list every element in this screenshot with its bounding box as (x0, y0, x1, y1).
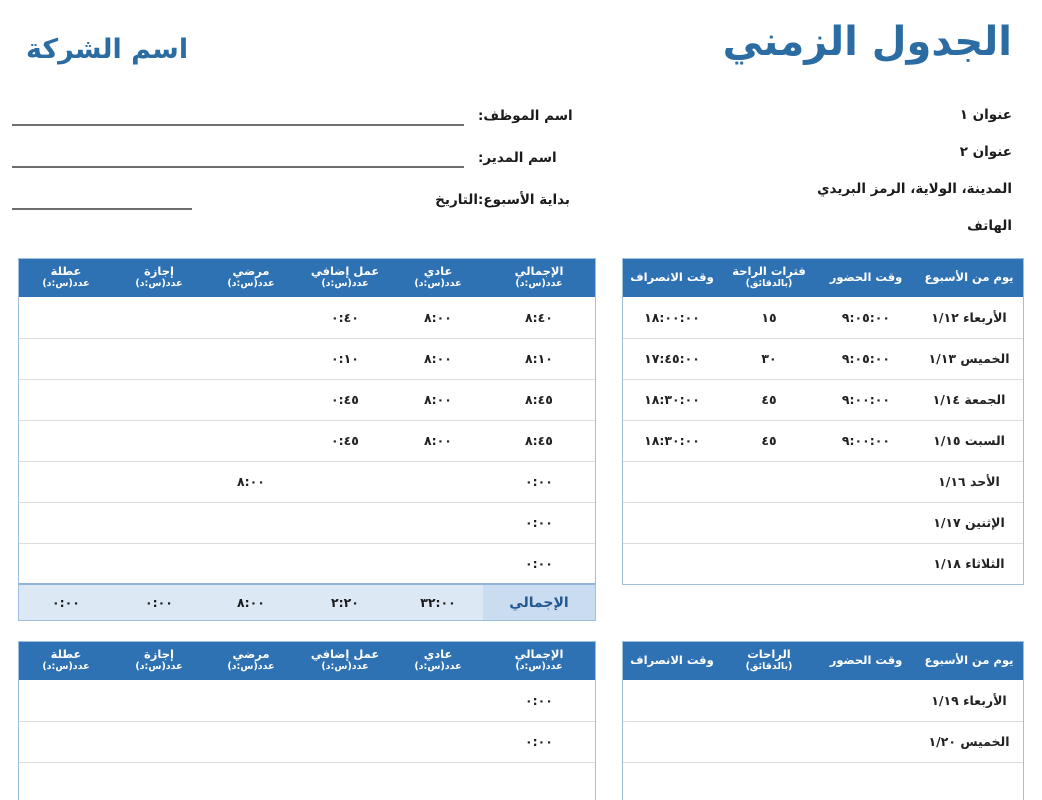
cell-regular[interactable]: ٨:٠٠ (393, 379, 483, 420)
col-header-total-main: الإجمالي (514, 264, 564, 278)
cell-time-out[interactable]: ١٨:٣٠:٠٠ (623, 420, 721, 461)
week-2-time-body (623, 680, 1023, 800)
cell-vacation[interactable] (113, 420, 205, 461)
table-row[interactable] (19, 297, 595, 338)
col-header-total (483, 259, 595, 297)
cell-day: الخميس ١/١٣ (915, 338, 1023, 379)
cell-day: الأربعاء ١/١٢ (915, 297, 1023, 338)
table-row[interactable] (623, 762, 1023, 800)
week-start-label: بداية الأسبوع: (478, 192, 571, 208)
cell-vacation[interactable] (113, 680, 205, 721)
employee-fields (0, 106, 600, 232)
col-header-vacation (113, 642, 205, 680)
cell-time-in[interactable] (817, 461, 915, 502)
cell-breaks[interactable]: ١٥ (721, 297, 817, 338)
cell-holiday[interactable] (19, 297, 113, 338)
col-header-total-sub: عدد(س:د) (515, 278, 563, 290)
col-header-vacation-sub: عدد(س:د) (135, 661, 183, 673)
col-header-sick-sub: عدد(س:د) (227, 661, 275, 673)
cell-overtime[interactable] (297, 721, 393, 762)
cell-vacation[interactable] (113, 721, 205, 762)
cell-vacation[interactable] (113, 338, 205, 379)
cell-regular[interactable]: ٨:٠٠ (393, 420, 483, 461)
cell-time-in[interactable] (817, 543, 915, 584)
cell-total: ٠:٠٠ (483, 721, 595, 762)
table-row[interactable] (623, 543, 1023, 584)
cell-breaks[interactable]: ٣٠ (721, 338, 817, 379)
table-row[interactable] (19, 680, 595, 721)
col-header-breaks-main: فترات الراحة (732, 264, 806, 278)
cell-vacation[interactable] (113, 461, 205, 502)
grand-total-overtime: ٨:٠٠ (205, 584, 297, 620)
col-header-holiday (19, 642, 113, 680)
cell-time-out[interactable] (623, 721, 721, 762)
cell-sick[interactable] (205, 762, 297, 800)
week-1-hours-body (19, 297, 595, 620)
col-header-breaks (721, 259, 817, 297)
manager-name-label: اسم المدير: (478, 150, 557, 166)
table-row[interactable] (623, 379, 1023, 420)
cell-holiday[interactable] (19, 762, 113, 800)
cell-overtime[interactable] (297, 502, 393, 543)
col-header-day: يوم من الأسبوع (915, 259, 1023, 297)
cell-total: ٠:٠٠ (483, 461, 595, 502)
cell-day: الجمعة ١/١٤ (915, 379, 1023, 420)
table-row[interactable] (623, 420, 1023, 461)
cell-regular[interactable]: ٨:٠٠ (393, 338, 483, 379)
col-header-sick-main: مرضي (232, 264, 270, 278)
col-header-regular-main: عادي (423, 264, 453, 278)
table-row[interactable] (19, 502, 595, 543)
cell-day: الإثنين ١/١٧ (915, 502, 1023, 543)
cell-holiday[interactable] (19, 420, 113, 461)
col-header-vacation-main: إجازة (144, 647, 174, 662)
cell-overtime[interactable]: ٠:٤٥ (297, 379, 393, 420)
week-2-hours-body (19, 680, 595, 800)
col-header-total-main: الإجمالي (514, 647, 564, 662)
col-header-holiday-main: عطلة (50, 647, 82, 662)
cell-sick[interactable] (205, 297, 297, 338)
col-header-time-out: وقت الانصراف (623, 259, 721, 297)
cell-total: ٠:٠٠ (483, 502, 595, 543)
employee-name-input[interactable] (12, 106, 464, 126)
address-line-1[interactable]: عنوان ١ (959, 107, 1012, 123)
table-header-row (19, 642, 595, 680)
col-header-vacation-main: إجازة (144, 264, 174, 278)
cell-holiday[interactable] (19, 379, 113, 420)
cell-total: ٠:٠٠ (483, 680, 595, 721)
cell-overtime[interactable]: ٠:١٠ (297, 338, 393, 379)
cell-time-in[interactable] (817, 762, 915, 800)
col-header-breaks (721, 642, 817, 680)
week-start-input[interactable] (12, 190, 192, 210)
date-label: التاريخ (435, 192, 478, 208)
col-header-sick-main: مرضي (232, 647, 270, 662)
cell-time-out[interactable] (623, 461, 721, 502)
col-header-holiday-main: عطلة (50, 264, 82, 278)
page-header (0, 0, 1042, 258)
cell-total (483, 762, 595, 800)
address-line-4[interactable]: الهاتف (967, 217, 1012, 234)
col-header-overtime (297, 642, 393, 680)
cell-total: ٨:٤٥ (483, 420, 595, 461)
col-header-breaks-sub: (بالدقائق) (745, 661, 793, 673)
cell-day: الخميس ١/٢٠ (915, 721, 1023, 762)
cell-overtime[interactable] (297, 762, 393, 800)
week-1-section (0, 258, 1042, 621)
col-header-regular (393, 259, 483, 297)
col-header-sick-sub: عدد(س:د) (227, 278, 275, 290)
page-title: الجدول الزمني (722, 19, 1012, 65)
cell-sick[interactable] (205, 543, 297, 584)
cell-time-in[interactable]: ٩:٠٥:٠٠ (817, 338, 915, 379)
table-row[interactable] (19, 338, 595, 379)
cell-holiday[interactable] (19, 502, 113, 543)
cell-overtime[interactable]: ٠:٤٠ (297, 297, 393, 338)
table-row[interactable] (19, 379, 595, 420)
cell-day: الأحد ١/١٦ (915, 461, 1023, 502)
cell-holiday[interactable] (19, 338, 113, 379)
col-header-sick (205, 642, 297, 680)
cell-total: ٨:٤٥ (483, 379, 595, 420)
cell-regular[interactable] (393, 762, 483, 800)
grand-total-vacation: ٠:٠٠ (19, 584, 113, 620)
table-header-row (623, 642, 1023, 680)
cell-time-out[interactable]: ١٧:٤٥:٠٠ (623, 338, 721, 379)
cell-breaks[interactable] (721, 461, 817, 502)
cell-day: السبت ١/١٥ (915, 420, 1023, 461)
cell-breaks[interactable] (721, 543, 817, 584)
cell-total: ٨:١٠ (483, 338, 595, 379)
table-row[interactable] (623, 502, 1023, 543)
col-header-regular-sub: عدد(س:د) (414, 661, 462, 673)
cell-time-in[interactable]: ٩:٠٠:٠٠ (817, 379, 915, 420)
address-block (712, 108, 1012, 233)
grand-total-row (19, 584, 595, 620)
cell-breaks[interactable] (721, 502, 817, 543)
col-header-time-in: وقت الحضور (817, 259, 915, 297)
cell-sick[interactable]: ٨:٠٠ (205, 461, 297, 502)
cell-time-out[interactable] (623, 680, 721, 721)
col-header-overtime-sub: عدد(س:د) (321, 278, 369, 290)
cell-regular[interactable] (393, 680, 483, 721)
cell-breaks[interactable] (721, 762, 817, 800)
cell-time-in[interactable]: ٩:٠٥:٠٠ (817, 297, 915, 338)
cell-regular[interactable]: ٨:٠٠ (393, 297, 483, 338)
cell-time-out[interactable] (623, 762, 721, 800)
cell-total: ٨:٤٠ (483, 297, 595, 338)
col-header-breaks-sub: (بالدقائق) (745, 278, 793, 290)
table-row[interactable] (19, 420, 595, 461)
address-line-2[interactable]: عنوان ٢ (959, 143, 1012, 160)
cell-time-in[interactable] (817, 502, 915, 543)
col-header-holiday-sub: عدد(س:د) (42, 278, 90, 290)
col-header-regular-main: عادي (423, 647, 453, 662)
col-header-holiday-sub: عدد(س:د) (42, 661, 90, 673)
col-header-total-sub: عدد(س:د) (515, 661, 563, 673)
col-header-total (483, 642, 595, 680)
table-row[interactable] (623, 721, 1023, 762)
cell-regular[interactable] (393, 502, 483, 543)
manager-name-row (0, 148, 600, 190)
table-row[interactable] (19, 543, 595, 584)
col-header-breaks-main: الراحات (747, 647, 791, 662)
table-header-row (19, 259, 595, 297)
cell-holiday[interactable] (19, 680, 113, 721)
cell-day: الأربعاء ١/١٩ (915, 680, 1023, 721)
cell-breaks[interactable]: ٤٥ (721, 379, 817, 420)
col-header-vacation-sub: عدد(س:د) (135, 278, 183, 290)
cell-overtime[interactable] (297, 461, 393, 502)
cell-regular[interactable] (393, 543, 483, 584)
cell-time-out[interactable]: ١٨:٣٠:٠٠ (623, 379, 721, 420)
address-line-3[interactable]: المدينة، الولاية، الرمز البريدي (817, 180, 1012, 197)
table-row[interactable] (623, 338, 1023, 379)
cell-time-out[interactable] (623, 543, 721, 584)
table-row[interactable] (19, 762, 595, 800)
cell-overtime[interactable] (297, 680, 393, 721)
grand-total-regular: ٢:٢٠ (297, 584, 393, 620)
week-1-hours-table (18, 258, 596, 621)
cell-vacation[interactable] (113, 762, 205, 800)
col-header-regular-sub: عدد(س:د) (414, 278, 462, 290)
table-row[interactable] (19, 721, 595, 762)
table-row[interactable] (623, 680, 1023, 721)
cell-day: الثلاثاء ١/١٨ (915, 543, 1023, 584)
grand-total-total: ٣٢:٠٠ (393, 584, 483, 620)
week-1-time-body (623, 297, 1023, 584)
cell-total: ٠:٠٠ (483, 543, 595, 584)
week-2-section (0, 641, 1042, 800)
col-header-overtime-main: عمل إضافي (310, 264, 380, 278)
cell-breaks[interactable]: ٤٥ (721, 420, 817, 461)
col-header-overtime-sub: عدد(س:د) (321, 661, 369, 673)
cell-holiday[interactable] (19, 461, 113, 502)
cell-holiday[interactable] (19, 543, 113, 584)
cell-sick[interactable] (205, 721, 297, 762)
week-1-time-table (622, 258, 1024, 585)
manager-name-input[interactable] (12, 148, 464, 168)
cell-vacation[interactable] (113, 297, 205, 338)
cell-sick[interactable] (205, 338, 297, 379)
col-header-overtime (297, 259, 393, 297)
cell-time-out[interactable] (623, 502, 721, 543)
employee-name-label: اسم الموظف: (478, 108, 573, 124)
employee-name-row (0, 106, 600, 148)
cell-time-out[interactable]: ١٨:٠٠:٠٠ (623, 297, 721, 338)
grand-total-label: الإجمالي (483, 584, 595, 620)
table-row[interactable] (623, 297, 1023, 338)
cell-time-in[interactable]: ٩:٠٠:٠٠ (817, 420, 915, 461)
cell-vacation[interactable] (113, 502, 205, 543)
grand-total-sick: ٠:٠٠ (113, 584, 205, 620)
col-header-overtime-main: عمل إضافي (310, 647, 380, 662)
col-header-time-out: وقت الانصراف (623, 642, 721, 680)
col-header-day: يوم من الأسبوع (915, 642, 1023, 680)
cell-breaks[interactable] (721, 680, 817, 721)
cell-time-in[interactable] (817, 721, 915, 762)
cell-sick[interactable] (205, 379, 297, 420)
week-start-row (0, 190, 600, 232)
cell-holiday[interactable] (19, 721, 113, 762)
table-row[interactable] (623, 461, 1023, 502)
table-header-row (623, 259, 1023, 297)
cell-regular[interactable] (393, 721, 483, 762)
col-header-regular (393, 642, 483, 680)
cell-vacation[interactable] (113, 543, 205, 584)
table-row[interactable] (19, 461, 595, 502)
col-header-sick (205, 259, 297, 297)
cell-regular[interactable] (393, 461, 483, 502)
company-name[interactable]: اسم الشركة (26, 34, 189, 65)
cell-overtime[interactable] (297, 543, 393, 584)
cell-time-in[interactable] (817, 680, 915, 721)
cell-sick[interactable] (205, 420, 297, 461)
col-header-time-in: وقت الحضور (817, 642, 915, 680)
cell-sick[interactable] (205, 502, 297, 543)
cell-day (915, 762, 1023, 800)
week-2-time-table (622, 641, 1024, 800)
cell-breaks[interactable] (721, 721, 817, 762)
cell-sick[interactable] (205, 680, 297, 721)
col-header-holiday (19, 259, 113, 297)
cell-vacation[interactable] (113, 379, 205, 420)
cell-overtime[interactable]: ٠:٤٥ (297, 420, 393, 461)
col-header-vacation (113, 259, 205, 297)
week-2-hours-table (18, 641, 596, 800)
